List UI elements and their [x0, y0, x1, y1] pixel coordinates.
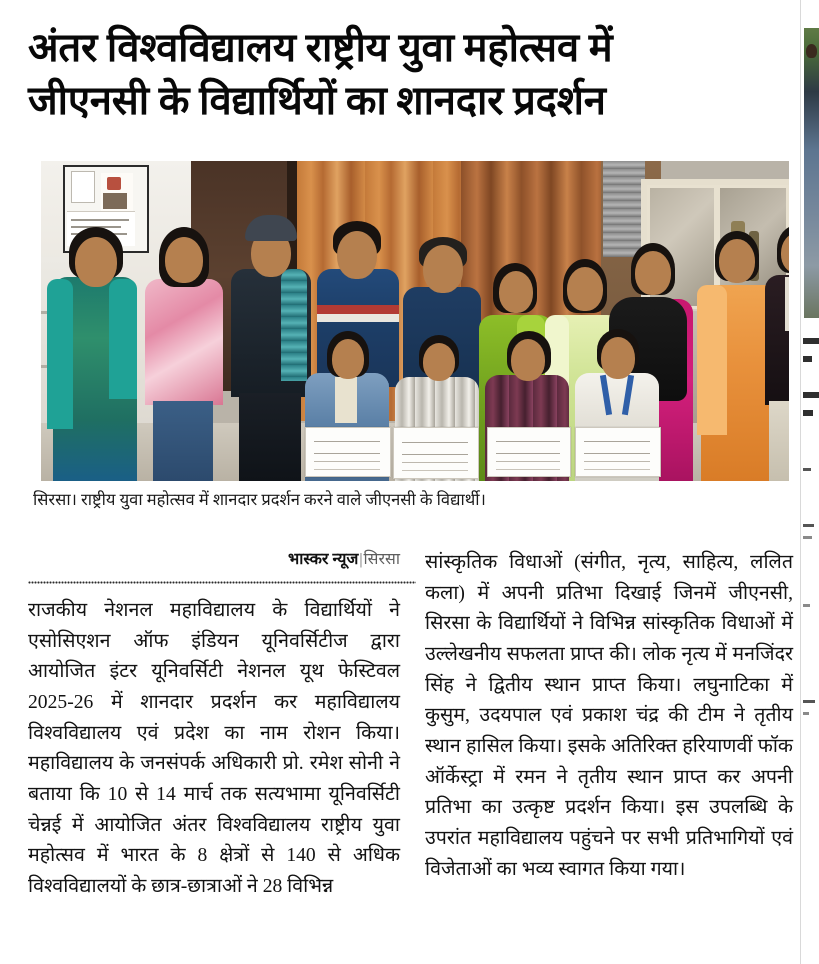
adjacent-text-fragment: [803, 604, 810, 607]
person-head: [601, 337, 635, 379]
column-divider: [800, 0, 801, 964]
person-head: [332, 339, 364, 379]
person-legs: [239, 393, 301, 481]
photo-person-back-10: [763, 211, 789, 481]
adjacent-photo-edge: [804, 28, 819, 318]
person-head: [423, 343, 455, 381]
person-dupatta: [109, 279, 137, 399]
person-inner-top: [785, 277, 789, 331]
byline-place: सिरसा: [363, 551, 400, 568]
adjacent-text-fragment: [803, 536, 812, 539]
photo-bg-notice-graphic: [103, 193, 127, 209]
adjacent-text-fragment: [803, 700, 815, 703]
body-column-right: [425, 548, 793, 885]
person-head: [635, 251, 671, 295]
group-photograph: [41, 161, 789, 481]
person-trousers: [769, 401, 789, 481]
person-shirt-stripe: [317, 305, 399, 314]
byline-divider: [28, 581, 416, 584]
photo-person-front-1: [299, 329, 395, 481]
person-head: [165, 237, 203, 283]
headline-line-1: अंतर विश्वविद्यालय राष्ट्रीय युवा महोत्सव में: [28, 25, 613, 70]
headline-line-2: जीएनसी के विद्यार्थियों का शानदार प्रदर्शन: [28, 77, 606, 123]
person-head: [499, 271, 533, 313]
adjacent-article-sliver: [800, 0, 819, 964]
person-dupatta: [697, 285, 727, 435]
adjacent-text-fragment: [803, 410, 813, 416]
person-legs: [153, 401, 213, 481]
photo-person-front-3: [479, 329, 575, 481]
certificate: [305, 427, 391, 477]
byline-separator: |: [359, 551, 363, 568]
person-dupatta: [47, 279, 73, 429]
person-torso: [145, 279, 223, 405]
certificate: [393, 427, 479, 479]
adjacent-photo-person-head: [806, 44, 817, 58]
photo-person-front-4: [569, 327, 665, 481]
photo-person-front-2: [391, 331, 483, 481]
body-column-left: [28, 596, 400, 903]
byline-organisation: भास्कर न्यूज: [288, 551, 359, 568]
photo-person-back-2: [137, 219, 229, 481]
adjacent-text-fragment: [803, 712, 809, 715]
photo-bg-notice-graphic: [107, 177, 121, 190]
certificate: [575, 427, 661, 477]
adjacent-text-fragment: [803, 524, 814, 527]
person-head: [567, 267, 603, 311]
adjacent-text-fragment: [803, 392, 819, 398]
photo-caption: सिरसा। राष्ट्रीय युवा महोत्सव में शानदार प्रदर्शन करने वाले जीएनसी के विद्यार्थी।: [33, 490, 486, 509]
person-head: [511, 339, 545, 381]
adjacent-text-fragment: [803, 468, 811, 471]
article-headline: [28, 22, 788, 128]
article-photo: [41, 161, 789, 481]
photo-person-back-1: [47, 221, 143, 481]
body-paragraph-left: राजकीय नेशनल महाविद्यालय के विद्यार्थियों ने एसोसिएशन ऑफ इंडियन यूनिवर्सिटीज द्वारा आयोजित इंटर यूनिवर्सिटी नेशनल यूथ फेस्टिवल 2025-26 में शानदार प्रदर्शन कर महाविद्यालय विश्वविद्यालय एवं प्रदेश का नाम रोशन किया। महाविद्यालय के जनसंपर्क अधिकारी प्रो. रमेश सोनी ने बताया कि 10 से 14 मार्च तक सत्यभामा यूनिवर्सिटी चेन्नई में आयोजित अंतर विश्वविद्यालय राष्ट्रीय युवा महोत्सव में भारत के 8 क्षेत्रों से 140 से अधिक विश्वविद्यालयों के छात्र-छात्राओं ने 28 विभिन्न: [28, 600, 400, 897]
adjacent-text-fragment: [803, 338, 819, 344]
certificate: [487, 427, 571, 477]
byline: [28, 550, 400, 569]
person-head: [337, 231, 377, 279]
person-head: [75, 237, 117, 287]
person-head: [423, 245, 463, 293]
photo-bg-notice-paper: [71, 171, 95, 203]
person-shirt-stripe: [317, 314, 399, 322]
adjacent-text-fragment: [803, 356, 812, 362]
person-inner-top: [335, 377, 357, 423]
person-cap: [245, 215, 297, 241]
person-head: [719, 239, 755, 283]
body-paragraph-right: सांस्कृतिक विधाओं (संगीत, नृत्य, साहित्य, ललित कला) में अपनी प्रतिभा दिखाई जिनमें जीएनसी, सिरसा के विद्यार्थियों ने विभिन्न सांस्कृतिक विधाओं में उल्लेखनीय सफलता प्राप्त की। लोक नृत्य में मनजिंदर सिंह ने द्वितीय स्थान प्राप्त किया। लघुनाटिका में कुसुम, उदयपाल एवं प्रकाश चंद्र की टीम ने तृतीय स्थान हासिल किया। इसके अतिरिक्त हरियाणवीं फॉक ऑर्केस्ट्रा में रमन ने तृतीय स्थान प्राप्त कर अपनी प्रतिभा का उत्कृष्ट प्रदर्शन किया। इस उपलब्धि के उपरांत महाविद्यालय पहुंचने पर सभी प्रतिभागियों एवं विजेताओं का भव्य स्वागत किया गया।: [425, 552, 793, 880]
